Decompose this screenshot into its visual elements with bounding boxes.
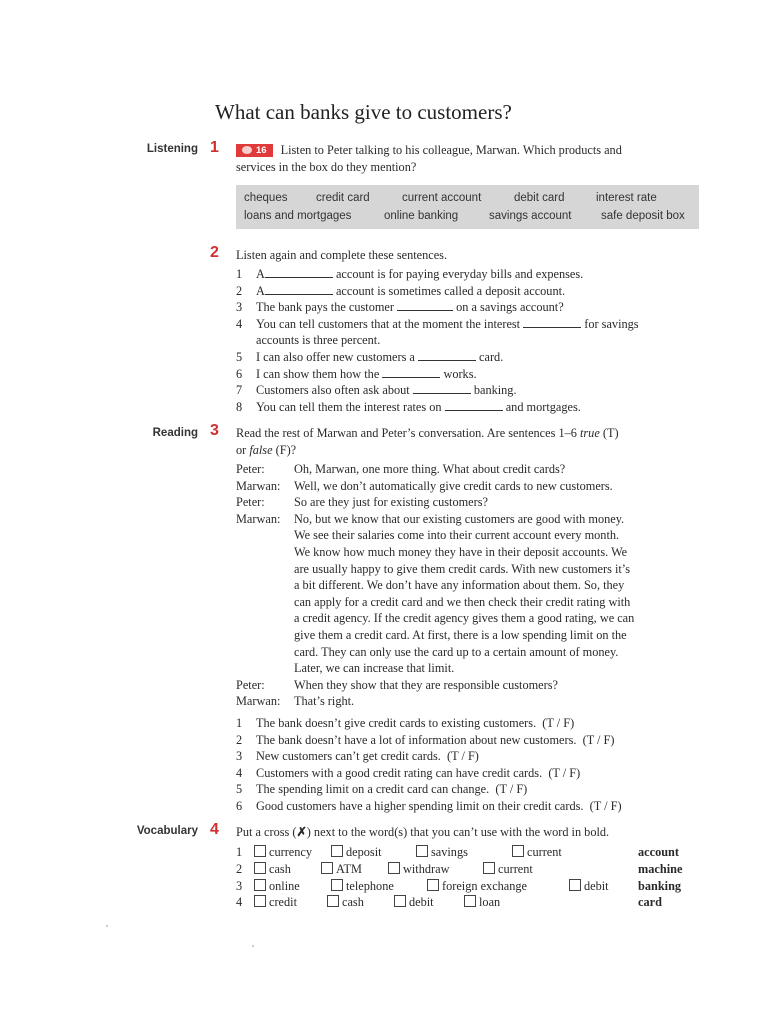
vocab-row [236, 894, 696, 911]
option-label: foreign exchange [442, 878, 528, 893]
item-number: 2 [236, 283, 243, 298]
vocab-option[interactable] [483, 861, 533, 878]
word-box-item: cheques [244, 192, 288, 204]
answer-blank[interactable] [445, 400, 503, 411]
checkbox[interactable] [416, 845, 428, 857]
item-text: You can tell them the interest rates on [256, 399, 442, 414]
vocab-option[interactable] [331, 844, 382, 861]
speaker-name: Marwan: [236, 694, 281, 709]
dialog-line: a bit different. We don’t have any information about them. So, they [294, 578, 625, 593]
word-box-item: current account [402, 192, 482, 204]
vocab-option[interactable] [254, 878, 300, 895]
exercise-number-2: 2 [210, 244, 219, 261]
item-text: on a savings account? [456, 300, 564, 315]
option-label: debit [409, 895, 434, 910]
item-number: 3 [236, 749, 243, 764]
statement-text: Customers with a good credit rating can have credit cards. [256, 765, 543, 780]
item-number: 1 [236, 716, 243, 730]
vocab-option[interactable] [569, 878, 609, 895]
list-item [236, 748, 716, 765]
answer-blank[interactable] [413, 383, 471, 394]
vocab-option[interactable] [254, 844, 312, 861]
statement-text: The spending limit on a credit card can change. [256, 782, 490, 797]
option-label: ATM [336, 861, 362, 876]
statement-text: The bank doesn’t give credit cards to existing customers. [256, 716, 537, 730]
vocab-option[interactable] [394, 894, 434, 911]
answer-blank[interactable] [265, 284, 333, 295]
dialog-turn [236, 511, 706, 677]
list-item [236, 316, 716, 349]
exercise-number-4: 4 [210, 821, 219, 838]
option-label: savings [431, 845, 468, 859]
vocab-option[interactable] [331, 878, 394, 895]
word-box-item: interest rate [596, 192, 657, 204]
option-label: current [527, 845, 562, 859]
cd-icon [242, 146, 252, 154]
dialog-turn [236, 677, 706, 694]
bold-word: banking [638, 878, 682, 893]
dialog-line: Oh, Marwan, one more thing. What about credit cards? [294, 462, 566, 476]
dialog-turn [236, 693, 706, 710]
exercise-1-instruction [236, 142, 706, 175]
list-item [236, 382, 716, 399]
dialog-line: That’s right. [294, 694, 355, 709]
item-text: Customers also often ask about [256, 383, 410, 398]
item-number: 4 [236, 316, 243, 331]
dialog-line: No, but we know that our existing customers are good with money. [294, 511, 625, 526]
exercise-2-list [236, 266, 716, 415]
item-number: 8 [236, 399, 243, 414]
scan-speck [106, 925, 108, 927]
list-item [236, 715, 716, 732]
section-label-reading: Reading [152, 427, 198, 439]
instruction-text: ) next to the word(s) that you can’t use with the word in bold. [306, 825, 610, 839]
checkbox[interactable] [512, 845, 524, 857]
exercise-1-line-1: Listen to Peter talking to his colleague, Marwan. Which products and [280, 143, 622, 157]
list-item [236, 266, 716, 283]
answer-blank[interactable] [265, 267, 333, 278]
page-title: What can banks give to customers? [215, 100, 512, 124]
word-box-item: credit card [316, 192, 370, 204]
true-false-choice[interactable]: (T / F) [589, 798, 622, 813]
vocab-option[interactable] [464, 894, 500, 911]
vocab-row [236, 844, 696, 861]
exercise-1-line-2: services in the box do they mention? [236, 159, 417, 174]
list-item [236, 299, 716, 316]
vocab-option[interactable] [512, 844, 562, 861]
speaker-name: Peter: [236, 462, 265, 476]
vocab-option[interactable] [321, 861, 362, 878]
option-label: telephone [346, 878, 394, 893]
vocab-option[interactable] [427, 878, 527, 895]
item-text: I can also offer new customers a [256, 349, 415, 364]
vocab-row [236, 861, 696, 878]
list-item [236, 732, 716, 749]
item-number: 4 [236, 895, 243, 910]
option-label: withdraw [403, 861, 450, 876]
checkbox[interactable] [427, 879, 439, 891]
item-text: A [256, 267, 265, 281]
true-false-choice[interactable]: (T / F) [495, 782, 528, 797]
exercise-number-3: 3 [210, 422, 219, 439]
checkbox[interactable] [321, 862, 333, 874]
true-false-choice[interactable]: (T / F) [582, 732, 615, 747]
list-item [236, 283, 716, 300]
checkbox[interactable] [464, 895, 476, 907]
item-text: You can tell customers that at the moment the interest [256, 316, 521, 331]
exercise-4-instruction [236, 824, 706, 841]
checkbox[interactable] [254, 895, 266, 907]
answer-blank[interactable] [418, 350, 476, 361]
vocab-option[interactable] [327, 894, 364, 911]
true-false-choice[interactable]: (T / F) [447, 749, 479, 764]
item-number: 3 [236, 878, 243, 893]
item-text: The bank pays the customer [256, 300, 394, 315]
vocab-option[interactable] [416, 844, 468, 861]
dialog-turn [236, 461, 706, 478]
item-number: 1 [236, 845, 243, 859]
instruction-text: or [236, 442, 247, 457]
dialog-line: a credit agency. If the credit agency gives them a good rating, we can [294, 611, 635, 626]
dialog-line: can apply for a credit card and we then check their credit rating with [294, 594, 631, 609]
option-label: cash [342, 895, 364, 910]
item-number: 7 [236, 383, 243, 398]
item-text: banking. [473, 383, 517, 398]
section-label-vocabulary: Vocabulary [136, 825, 198, 837]
checkbox[interactable] [394, 895, 406, 907]
list-item [236, 399, 716, 416]
item-text: account is for paying everyday bills and expenses. [335, 267, 584, 281]
instruction-text: (T) [602, 426, 619, 440]
item-text: for savings [584, 316, 639, 331]
dialog-line: card. They can only use the card up to a certain amount of money. [294, 644, 619, 659]
item-number: 6 [236, 366, 243, 381]
conversation-dialog [236, 461, 706, 710]
dialog-turn [236, 494, 706, 511]
item-number: 4 [236, 765, 243, 780]
instruction-true: true [579, 426, 600, 440]
list-item [236, 349, 716, 366]
word-box-item: online banking [384, 210, 459, 222]
item-number: 2 [236, 732, 243, 747]
option-label: currency [269, 845, 313, 859]
option-label: current [498, 861, 533, 876]
checkbox[interactable] [388, 862, 400, 874]
vocab-option[interactable] [388, 861, 449, 878]
dialog-turn [236, 478, 706, 495]
dialog-line: Later, we can increase that limit. [294, 661, 455, 676]
option-label: credit [269, 895, 297, 910]
true-false-choice[interactable]: (T / F) [542, 716, 575, 730]
dialog-line: Well, we don’t automatically give credit cards to new customers. [294, 478, 613, 493]
vocabulary-grid [236, 844, 696, 911]
item-text: and mortgages. [505, 399, 581, 414]
vocab-option[interactable] [254, 861, 291, 878]
option-label: debit [584, 878, 609, 893]
item-number: 5 [236, 349, 243, 364]
item-text: accounts is three percent. [256, 333, 381, 348]
bold-word: card [638, 895, 662, 910]
instruction-text: (F)? [275, 442, 297, 457]
instruction-text: Read the rest of Marwan and Peter’s conversation. Are sentences 1–6 [236, 426, 577, 440]
speaker-name: Peter: [236, 677, 265, 692]
item-text: A [256, 283, 265, 298]
dialog-line: So are they just for existing customers? [294, 495, 488, 510]
dialog-line: We know how much money they have in their deposit accounts. We [294, 544, 628, 559]
item-text: I can show them how the [256, 366, 380, 381]
vocabulary-word-box [236, 185, 699, 229]
item-text: account is sometimes called a deposit account. [335, 283, 566, 298]
list-item [236, 781, 716, 798]
word-box-item: safe deposit box [601, 210, 685, 222]
option-label: deposit [346, 845, 382, 859]
item-number: 1 [236, 267, 243, 281]
instruction-false: false [249, 442, 273, 457]
scan-speck [252, 945, 254, 947]
exercise-number-1: 1 [210, 139, 219, 156]
cross-mark-icon: ✗ [296, 825, 307, 839]
statement-text: New customers can’t get credit cards. [256, 749, 441, 764]
bold-word: machine [638, 861, 683, 876]
checkbox[interactable] [254, 879, 266, 891]
instruction-text: Put a cross ( [236, 825, 297, 839]
section-label-listening: Listening [146, 143, 198, 155]
track-number: 16 [256, 145, 267, 156]
checkbox[interactable] [331, 845, 343, 857]
item-text: works. [443, 366, 477, 381]
item-number: 3 [236, 300, 243, 315]
dialog-line: give them a credit card. At first, there is a low spending limit on the [294, 627, 627, 642]
item-number: 5 [236, 782, 243, 797]
answer-blank[interactable] [382, 367, 440, 378]
checkbox[interactable] [327, 895, 339, 907]
list-item [236, 765, 716, 782]
statement-text: The bank doesn’t have a lot of information about new customers. [256, 732, 577, 747]
option-label: loan [479, 895, 501, 910]
word-box-item: debit card [514, 192, 565, 204]
true-false-statements [236, 715, 716, 815]
exercise-3-instruction [236, 425, 706, 458]
list-item [236, 366, 716, 383]
statement-text: Good customers have a higher spending limit on their credit cards. [256, 798, 584, 813]
option-label: cash [269, 861, 291, 876]
list-item [236, 798, 716, 815]
exercise-2-instruction: Listen again and complete these sentences. [236, 248, 448, 262]
audio-track-badge[interactable] [236, 144, 273, 157]
vocab-option[interactable] [254, 894, 297, 911]
true-false-choice[interactable]: (T / F) [548, 765, 581, 780]
option-label: online [269, 878, 300, 893]
item-number: 2 [236, 861, 243, 876]
checkbox[interactable] [254, 862, 266, 874]
speaker-name: Marwan: [236, 478, 281, 493]
vocab-row [236, 878, 696, 895]
answer-blank[interactable] [523, 317, 581, 328]
dialog-line: We see their salaries come into their current account every month. [294, 528, 620, 543]
bold-word: account [638, 845, 679, 859]
dialog-line: are usually happy to give them credit cards. With new customers it’s [294, 561, 630, 576]
checkbox[interactable] [254, 845, 266, 857]
answer-blank[interactable] [397, 300, 453, 311]
item-number: 6 [236, 798, 243, 813]
item-text: card. [479, 349, 504, 364]
checkbox[interactable] [483, 862, 495, 874]
dialog-line: When they show that they are responsible customers? [294, 677, 558, 692]
speaker-name: Peter: [236, 495, 265, 510]
word-box-item: savings account [489, 210, 572, 222]
speaker-name: Marwan: [236, 511, 281, 526]
checkbox[interactable] [331, 879, 343, 891]
checkbox[interactable] [569, 879, 581, 891]
word-box-item: loans and mortgages [244, 210, 352, 222]
